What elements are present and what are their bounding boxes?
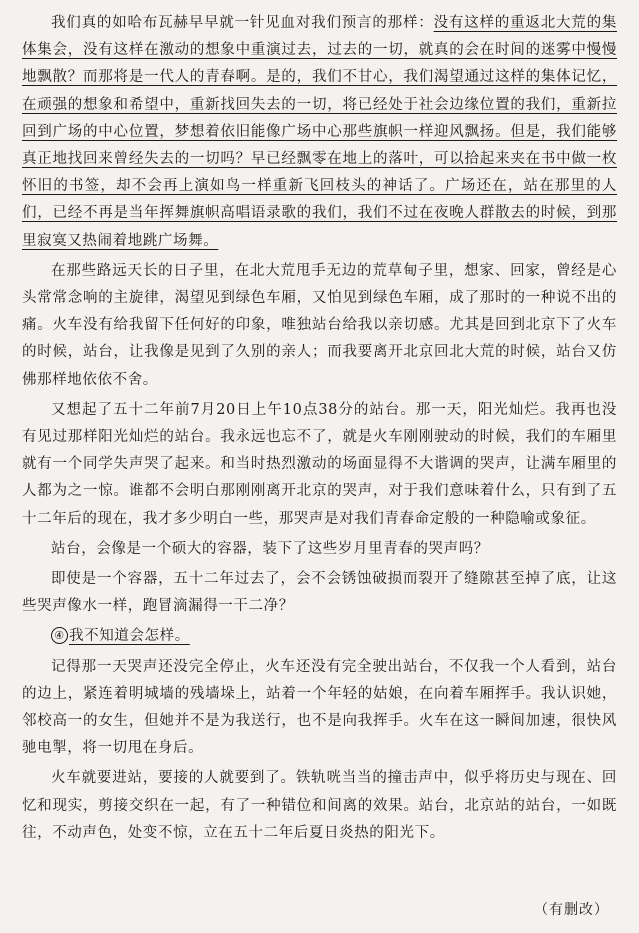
underlined-passage: 没有这样的重返北大荒的集体集会，没有这样在激动的想象中重演过去，过去的一切，就真的会在时间的迷雾中慢慢地飘散？而那将是一代人的青春啊。是的，我们不甘心，我们渴望通过这样的集体记忆，在顽强的想象和希望中，重新找回失去的一切，将已经处于社会边缘位置的我们，重新拉回到广场的中心位置，梦想着依旧能像广场中心那些旗帜一样迎风飘扬。但是，我们能够真正地找回来曾经失去的一切吗？早已经飘零在地上的落叶，可以拾起来夹在书中做一枚怀旧的书签，却不会再上演如鸟一样重新飞回枝头的神话了。广场还在，站在那里的人们，已经不再是当年挥舞旗帜高唱语录歌的我们，我们不过在夜晚人群散去的时候，到那里寂寞又热闹着地跳广场舞。	[22, 15, 618, 249]
marked-sentence: 我不知道会怎样。	[69, 628, 190, 645]
paragraph-1-lead: 我们真的如哈布瓦赫早早就一针见血对我们预言的那样：	[51, 15, 434, 31]
paragraph-1	[22, 10, 617, 255]
paragraph-8: 火车就要进站，要接的人就要到了。铁轨咣当当的撞击声中，似乎将历史与现在、回忆和现实，剪接交织在一起，有了一种错位和间离的效果。站台，北京站的站台，一如既往，不动声色，处变不惊，立在五十二年后夏日炎热的阳光下。	[22, 770, 617, 841]
circled-number-marker: ④	[51, 627, 68, 644]
paragraph-6	[22, 623, 617, 650]
paragraph-7: 记得那一天哭声还没完全停止，火车还没有完全驶出站台，不仅我一个人看到，站台的边上，紧连着明城墙的残墙垛上，站着一个年轻的姑娘，在向着车厢挥手。我认识她，邻校高一的女生，但她并不是为我送行，也不是向我挥手。火车在这一瞬间加速，很快风驰电掣，将一切甩在身后。	[22, 658, 617, 757]
paragraph-5: 即使是一个容器，五十二年过去了，会不会锈蚀破损而裂开了缝隙甚至掉了底，让这些哭声像水一样，跑冒滴漏得一干二净？	[22, 571, 617, 615]
paragraph-4: 站台，会像是一个硕大的容器，装下了这些岁月里青春的哭声吗？	[51, 540, 489, 557]
source-note: （有删改）	[534, 902, 609, 918]
paragraph-3: 又想起了五十二年前7月20日上午10点38分的站台。那一天，阳光灿烂。我再也没有见过那样阳光灿烂的站台。我永远也忘不了，就是火车刚刚驶动的时候，我们的车厢里就有一个同学失声哭了起来。和当时热烈激动的场面显得不大谐调的哭声，让满车厢里的人都为之一惊。谁都不会明白那刚刚离开北京的哭声，对于我们意味着什么，只有到了五十二年后的现在，我才多少明白一些，那哭声是对我们青春命定般的一种隐喻或象征。	[22, 401, 617, 527]
paragraph-2: 在那些路远天长的日子里，在北大荒甩手无边的荒草甸子里，想家、回家，曾经是心头常常念响的主旋律，渴望见到绿色车厢，又怕见到绿色车厢，成了那时的一种说不出的痛。火车没有给我留下任何好的印象，唯独站台给我以亲切感。尤其是回到北京下了火车的时候，站台，让我像是见到了久别的亲人；而我要离开北京回北大荒的时候，站台又仿佛那样地依依不舍。	[22, 262, 617, 388]
